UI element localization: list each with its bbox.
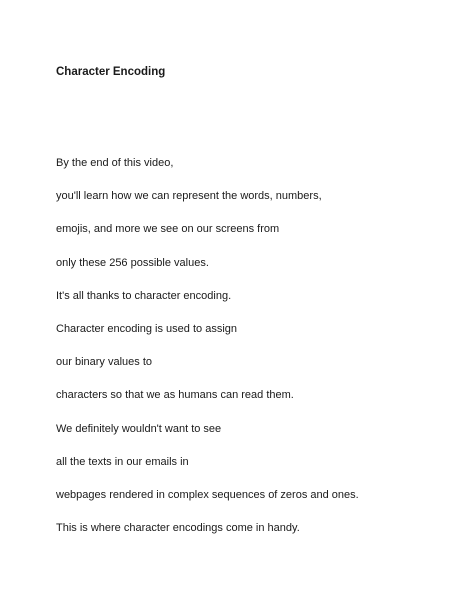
transcript-line: emojis, and more we see on our screens from — [56, 223, 280, 236]
transcript-line: Character encoding is used to assign — [56, 322, 237, 335]
transcript-line: By the end of this video, — [56, 157, 174, 169]
transcript-line: We definitely wouldn't want to see — [56, 422, 222, 435]
transcript-line: only these 256 possible values. — [56, 256, 209, 269]
transcript-body — [56, 155, 359, 553]
document-title: Character Encoding — [56, 66, 166, 78]
transcript-line: our binary values to — [56, 356, 152, 369]
transcript-line: characters so that we as humans can read them. — [56, 389, 294, 402]
transcript-line: webpages rendered in complex sequences of zeros and ones. — [56, 488, 359, 501]
transcript-line: This is where character encodings come in handy. — [56, 522, 300, 535]
transcript-line: you'll learn how we can represent the words, numbers, — [56, 190, 322, 203]
transcript-line: It's all thanks to character encoding. — [56, 289, 232, 302]
transcript-line: all the texts in our emails in — [56, 455, 189, 468]
